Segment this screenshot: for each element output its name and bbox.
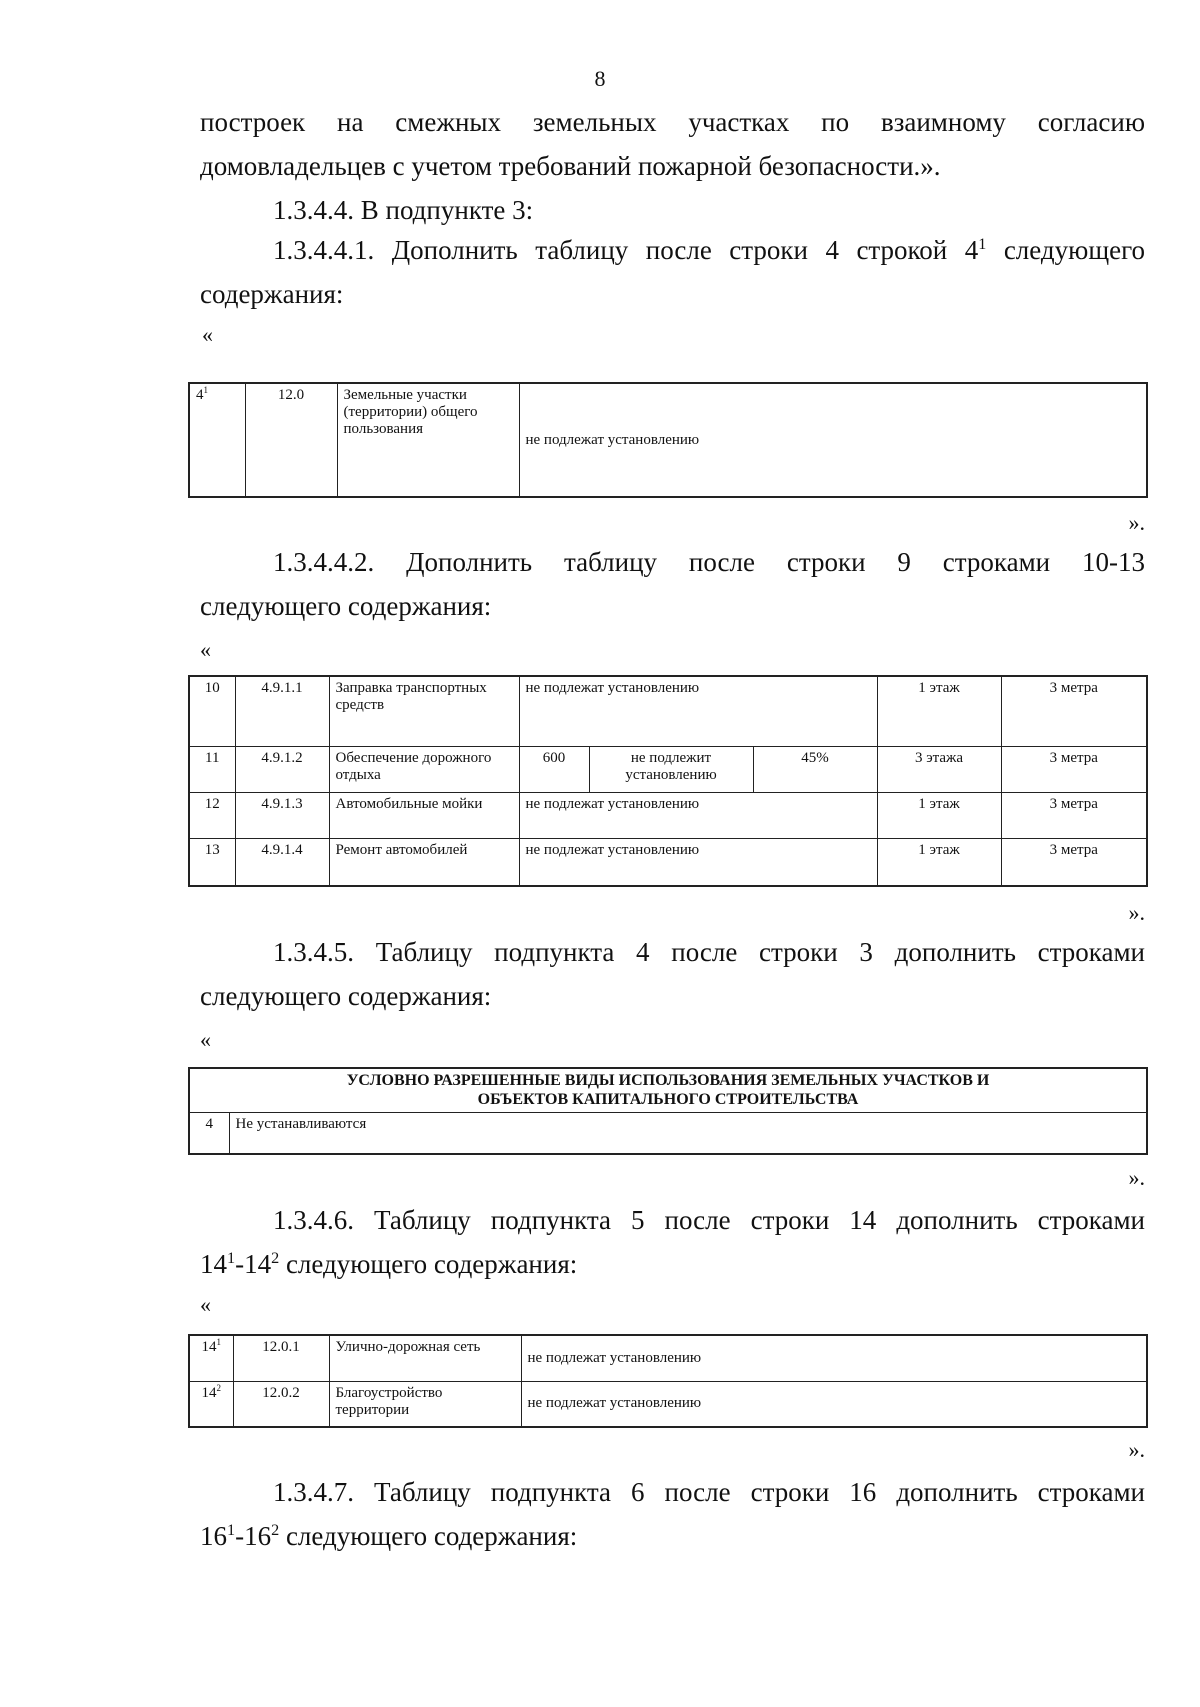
paragraph-continuation-line2: домовладельцев с учетом требований пожарной безопасности.». [200, 151, 941, 181]
row-number: 12 [189, 792, 235, 838]
row-code: 4.9.1.1 [235, 676, 329, 746]
close-quote-4: ». [1128, 1437, 1145, 1462]
row-value: не подлежат установлению [521, 1335, 1147, 1381]
row-floors: 1 этаж [877, 838, 1001, 886]
paragraph-1-3-4-5-line1: 1.3.4.5. Таблицу подпункта 4 после строки 3 дополнить строками [273, 937, 1145, 967]
row-code: 4.9.1.2 [235, 746, 329, 792]
row-value: не подлежат установлению [519, 792, 877, 838]
close-quote-3: ». [1128, 1165, 1145, 1190]
row-name: Улично-дорожная сеть [329, 1335, 521, 1381]
table-row [189, 383, 1147, 497]
row-value: Не устанавливаются [229, 1112, 1147, 1154]
paragraph-1-3-4-4-2-line1: 1.3.4.4.2. Дополнить таблицу после строки 9 строками 10-13 [273, 547, 1145, 577]
row-code: 12.0.2 [233, 1381, 329, 1427]
row-value: не подлежат установлению [519, 676, 877, 746]
table-header-row [189, 1068, 1147, 1112]
row-number: 13 [189, 838, 235, 886]
row-code: 12.0.1 [233, 1335, 329, 1381]
row-value: не подлежат установлению [519, 838, 877, 886]
paragraph-1-3-4-6-line2: $14^1-14^2$ следующего содержания: [200, 1249, 578, 1279]
paragraph-1-3-4-4-1-line1: 1.3.4.4.1. Дополнить таблицу после строки 4 строкой $4^1$ следующего [273, 235, 1145, 265]
open-quote-2: « [200, 637, 211, 662]
table-conditional-uses [188, 1067, 1148, 1155]
row-code: 12.0 [245, 383, 337, 497]
paragraph-continuation-line1: построек на смежных земельных участках по взаимному согласию [200, 107, 1145, 137]
row-name: Заправка транспортных средств [329, 676, 519, 746]
paragraph-1-3-4-4-1-line2: содержания: [200, 279, 344, 309]
table-row [189, 1335, 1147, 1381]
row-height: 3 метра [1001, 792, 1147, 838]
row-name: Автомобильные мойки [329, 792, 519, 838]
paragraph-1-3-4-5-line2: следующего содержания: [200, 981, 492, 1011]
table-row [189, 676, 1147, 746]
row-number: 11 [189, 746, 235, 792]
open-quote-4: « [200, 1292, 211, 1317]
row-name: Ремонт автомобилей [329, 838, 519, 886]
row-number: $4^1$ [189, 383, 245, 497]
paragraph-1-3-4-7-line1: 1.3.4.7. Таблицу подпункта 6 после строки 16 дополнить строками [273, 1477, 1145, 1507]
paragraph-1-3-4-4-2-line2: следующего содержания: [200, 591, 492, 621]
row-number: $14^2$ [189, 1381, 233, 1427]
table-rows-10-13 [188, 675, 1148, 887]
paragraph-1-3-4-6-line1: 1.3.4.6. Таблицу подпункта 5 после строки 14 дополнить строками [273, 1205, 1145, 1235]
row-number: 4 [189, 1112, 229, 1154]
table-row-4-1 [188, 382, 1148, 498]
table-row [189, 838, 1147, 886]
table-rows-14-1-14-2 [188, 1334, 1148, 1428]
table-row [189, 1381, 1147, 1427]
row-floors: 3 этажа [877, 746, 1001, 792]
row-value: не подлежат установлению [521, 1381, 1147, 1427]
row-name: Земельные участки (территории) общего пользования [337, 383, 519, 497]
row-floors: 1 этаж [877, 676, 1001, 746]
paragraph-1-3-4-7-line2: $16^1-16^2$ следующего содержания: [200, 1521, 578, 1551]
row-code: 4.9.1.4 [235, 838, 329, 886]
table-header: УСЛОВНО РАЗРЕШЕННЫЕ ВИДЫ ИСПОЛЬЗОВАНИЯ ЗЕМЕЛЬНЫХ УЧАСТКОВ И ОБЪЕКТОВ КАПИТАЛЬНОГО СТРОИТЕЛЬСТВА [189, 1068, 1147, 1112]
row-height: 3 метра [1001, 838, 1147, 886]
table-row [189, 792, 1147, 838]
paragraph-1-3-4-4: 1.3.4.4. В подпункте 3: [273, 195, 534, 225]
row-height: 3 метра [1001, 676, 1147, 746]
row-floors: 1 этаж [877, 792, 1001, 838]
row-max-area: не подлежит установлению [589, 746, 753, 792]
row-value: не подлежат установлению [519, 383, 1147, 497]
row-height: 3 метра [1001, 746, 1147, 792]
row-name: Обеспечение дорожного отдыха [329, 746, 519, 792]
row-number: 10 [189, 676, 235, 746]
row-name: Благоустройство территории [329, 1381, 521, 1427]
open-quote-1: « [202, 322, 213, 347]
open-quote-3: « [200, 1027, 211, 1052]
page-number: 8 [594, 66, 606, 91]
table-row [189, 746, 1147, 792]
row-min-area: 600 [519, 746, 589, 792]
row-number: $14^1$ [189, 1335, 233, 1381]
row-coverage: 45% [753, 746, 877, 792]
close-quote-1: ». [1128, 510, 1145, 535]
table-row [189, 1112, 1147, 1154]
close-quote-2: ». [1128, 900, 1145, 925]
row-code: 4.9.1.3 [235, 792, 329, 838]
